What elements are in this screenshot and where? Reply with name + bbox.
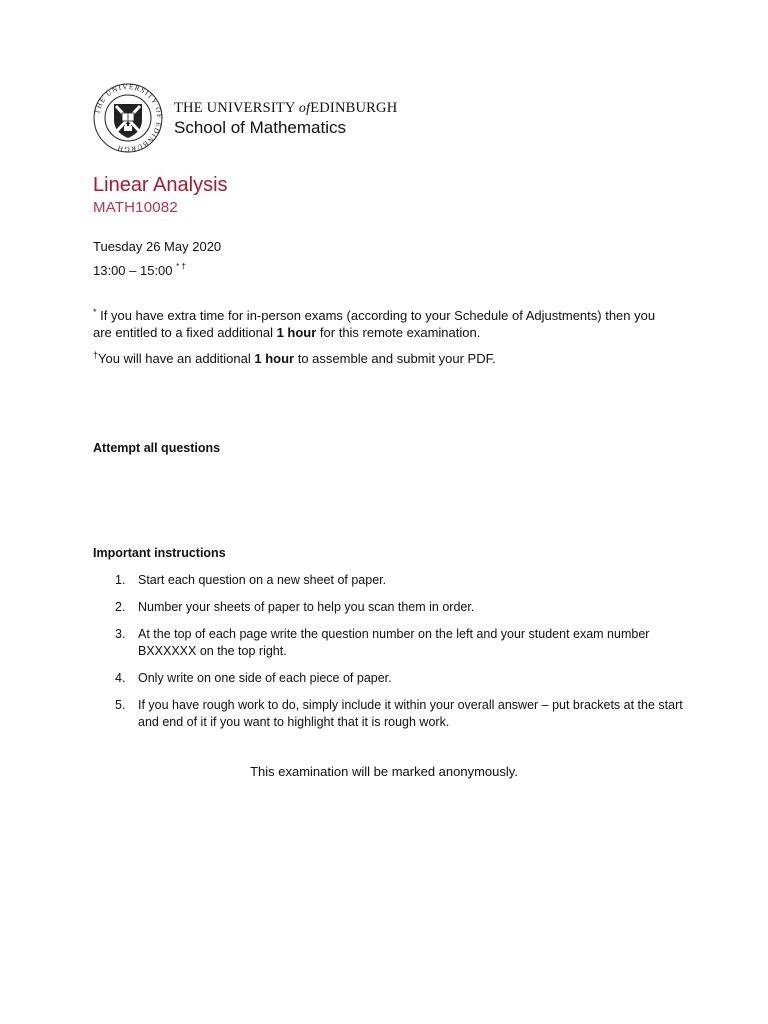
submission-time-note xyxy=(93,350,673,367)
course-code: MATH10082 xyxy=(93,199,178,216)
instruction-number: 1. xyxy=(115,573,126,587)
instructions-heading: Important instructions xyxy=(93,546,226,560)
instruction-item xyxy=(93,572,683,589)
anonymous-marking-note: This examination will be marked anonymously. xyxy=(250,764,518,779)
attempt-all-questions: Attempt all questions xyxy=(93,441,221,455)
instruction-text: Only write on one side of each piece of paper. xyxy=(138,671,392,685)
university-name-of: of xyxy=(298,100,311,116)
submission-time-note-text-b: to assemble and submit your PDF. xyxy=(294,351,496,366)
exam-time: 13:00 – 15:00 xyxy=(93,263,173,278)
university-name xyxy=(174,99,397,118)
instruction-number: 2. xyxy=(115,600,126,614)
instruction-text: Start each question on a new sheet of paper. xyxy=(138,573,387,587)
extra-time-note-text-a: If you have extra time for in-person exams (according to your Schedule of Adjustments) then you are entitled to a fixed additional xyxy=(93,308,656,340)
extra-time-note-text-b: for this remote examination. xyxy=(316,325,481,340)
instruction-number: 3. xyxy=(115,627,126,641)
crest-ring-text: THE UNIVERSITY OF EDINBURGH xyxy=(93,82,164,154)
instruction-number: 4. xyxy=(115,671,126,685)
instruction-item xyxy=(93,626,683,660)
instruction-text: If you have rough work to do, simply include it within your overall answer – put brackets at the start and end of it if you want to highlight that it is rough work. xyxy=(138,698,683,729)
instructions-list xyxy=(93,572,683,741)
university-name-prefix: THE UNIVERSITY xyxy=(174,99,296,116)
submission-time-note-bold: 1 hour xyxy=(254,351,295,366)
exam-time-line xyxy=(93,263,186,279)
exam-date: Tuesday 26 May 2020 xyxy=(93,239,222,254)
university-name-block xyxy=(174,99,397,138)
university-name-suffix: EDINBURGH xyxy=(310,99,398,116)
extra-time-note xyxy=(93,307,673,341)
exam-time-footnote-marks: * † xyxy=(176,262,186,271)
dagger-footnote-mark: † xyxy=(93,350,99,360)
extra-time-note-bold: 1 hour xyxy=(276,325,317,340)
instruction-item xyxy=(93,599,683,616)
instruction-text: At the top of each page write the question number on the left and your student exam number BXXXXXX on the top right. xyxy=(138,627,650,658)
instruction-number: 5. xyxy=(115,698,126,712)
submission-time-note-text-a: You will have an additional xyxy=(98,351,255,366)
instruction-item xyxy=(93,670,683,687)
university-crest-logo xyxy=(92,82,164,154)
university-header xyxy=(92,82,397,154)
course-title: Linear Analysis xyxy=(93,174,228,196)
instruction-text: Number your sheets of paper to help you scan them in order. xyxy=(138,600,475,614)
instruction-item xyxy=(93,697,683,731)
asterisk-footnote-mark: * xyxy=(93,307,97,317)
school-name: School of Mathematics xyxy=(174,117,346,137)
